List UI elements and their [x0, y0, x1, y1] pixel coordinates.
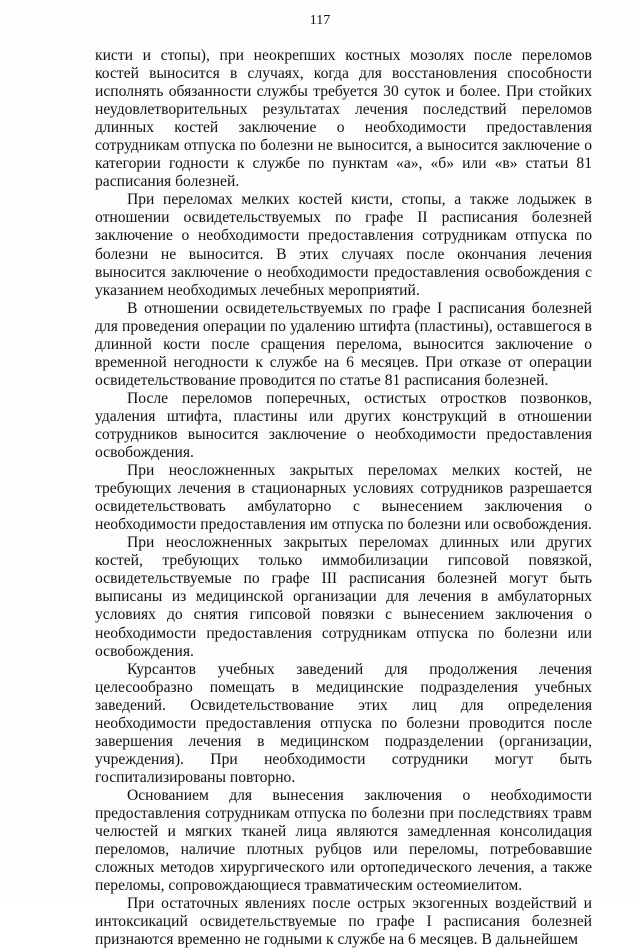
paragraph: Основанием для вынесения заключения о необходимости предоставления сотрудникам отпуска по болезни при последствиях травм челюстей и мягких тканей лица являются замедленная консолидация переломов, наличие плотных рубцов или переломы, потребовавшие сложных методов хирургического или ортопедического лечения, а также переломы, сопровождающиеся травматическим остеомиелитом. — [95, 786, 592, 895]
page-number: 117 — [309, 13, 331, 28]
paragraph: В отношении освидетельствуемых по графе I расписания болезней для проведения операции по удалению штифта (пластины), оставшегося в длинной кости после сращения перелома, выносится заключение о временной негодности к службе на 6 месяцев. При отказе от операции освидетельствование проводится по статье 81 расписания болезней. — [95, 299, 592, 389]
paragraph: При неосложненных закрытых переломах мелких костей, не требующих лечения в стационарных условиях сотрудников разрешается освидетельствовать амбулаторно с вынесением заключения о необходимости предоставления им отпуска по болезни или освобождения. — [95, 462, 592, 534]
paragraph-continuation: кисти и стопы), при неокрепших костных мозолях после переломов костей выносится в случаях, когда для восстановления способности исполнять обязанности службы требуется 30 суток и более. При стойких неудовлетворительных результатах лечения последствий переломов длинных костей заключение о необходимости предоставления сотрудникам отпуска по болезни не выносится, а выносится заключение о категории годности к службе по пунктам «а», «б» или «в» статьи 81 расписания болезней. — [95, 47, 592, 191]
paragraph: После переломов поперечных, остистых отростков позвонков, удаления штифта, пластины или других конструкций в отношении сотрудников выносится заключение о необходимости предоставления освобождения. — [95, 389, 592, 462]
paragraph: При неосложненных закрытых переломах длинных или других костей, требующих только иммобилизации гипсовой повязкой, освидетельствуемые по графе III расписания болезней могут быть выписаны из медицинской организации для лечения в амбулаторных условиях до снятия гипсовой повязки с вынесением заключения о необходимости предоставления сотрудникам отпуска по болезни или освобождения. — [95, 534, 592, 660]
paragraph: При переломах мелких костей кисти, стопы, а также лодыжек в отношении освидетельствуемых по графе II расписания болезней заключение о необходимости предоставления сотрудникам отпуска по болезни не выносится. В этих случаях после окончания лечения выносится заключение о необходимости предоставления освобождения с указанием необходимых лечебных мероприятий. — [95, 191, 592, 299]
paragraph: Курсантов учебных заведений для продолжения лечения целесообразно помещать в медицинские подразделения учебных заведений. Освидетельствование этих лиц для определения необходимости предоставления отпуска по болезни проводится после завершения лечения в медицинском подразделении (организации, учреждения). При необходимости сотрудники могут быть госпитализированы повторно. — [95, 660, 592, 786]
paragraph-last: При остаточных явлениях после острых экзогенных воздействий и интоксикаций освидетельствуемые по графе I расписания болезней признаются временно не годными к службе на 6 месяцев. В дальнейшем — [95, 895, 592, 949]
body-text — [95, 47, 592, 949]
